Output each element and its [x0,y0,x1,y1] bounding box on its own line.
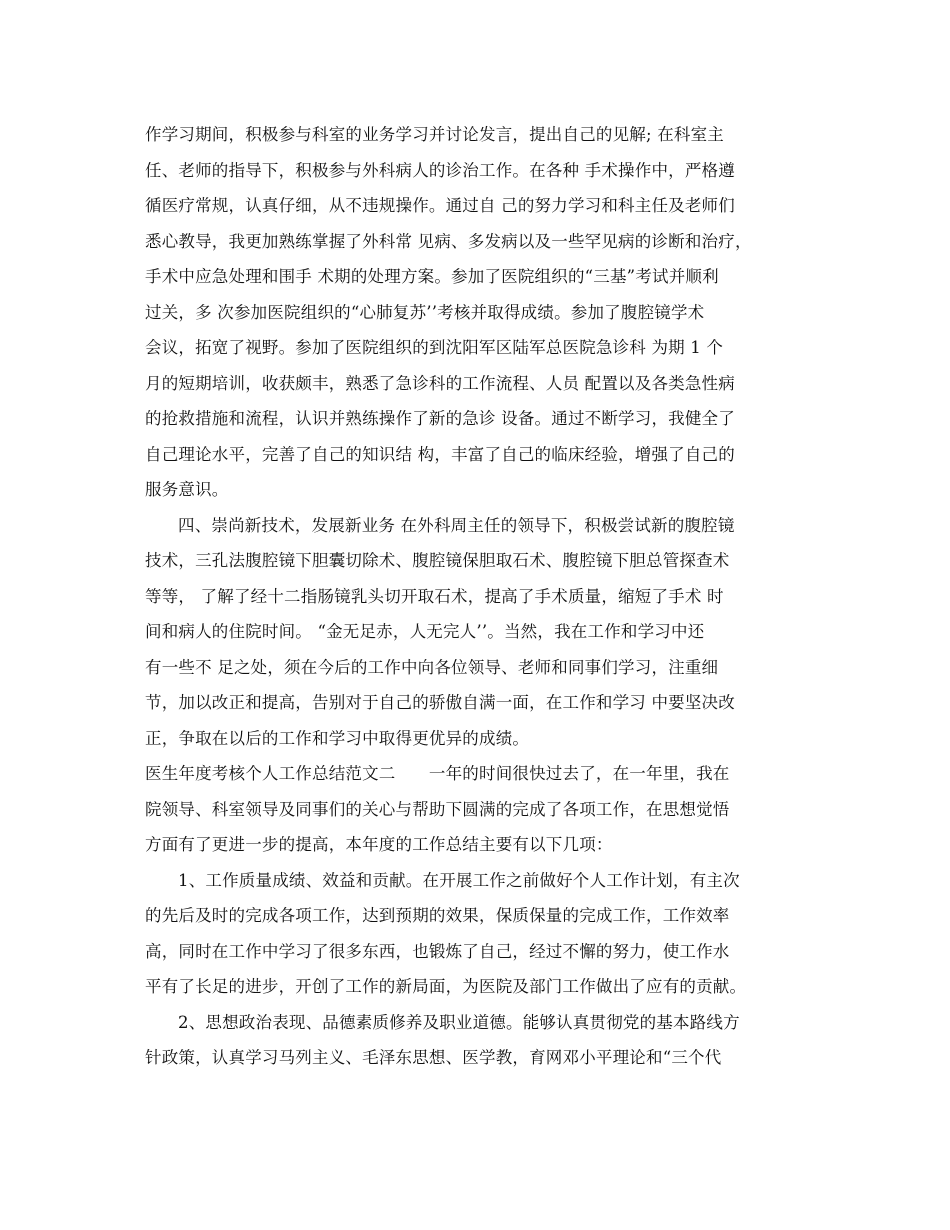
text-line: 高，同时在工作中学习了很多东西，也锻炼了自己，经过不懈的努力，使工作水 [145,941,730,961]
text-line: 四、崇尚新技术，发展新业务 在外科周主任的领导下，积极尝试新的腹腔镜 [178,515,735,535]
text-line: 院领导、科室领导及同事们的关心与帮助下圆满的完成了各项工作，在思想觉悟 [145,799,730,819]
text-line: 服务意识。 [145,480,229,499]
text-line: 针政策，认真学习马列主义、毛泽东思想、医学教，育网邓小平理论和“三个代 [145,1048,722,1067]
text-line: 间和病人的住院时间。 “金无足赤，人无完人’’。当然，我在工作和学习中还 [145,622,705,641]
text-line: 等等， 了解了经十二指肠镜乳头切开取石术，提高了手术质量，缩短了手术 时 [145,586,724,606]
text-line: 方面有了更进一步的提高，本年度的工作总结主要有以下几项： [145,835,613,854]
text-line: 正，争取在以后的工作和学习中取得更优异的成绩。 [145,728,530,748]
text-line: 自己理论水平，完善了自己的知识结 构，丰富了自己的临床经验，增强了自己的 [145,444,735,464]
text-line: 1、工作质量成绩、效益和贡献。在开展工作之前做好个人工作计划，有主次 [178,870,740,890]
text-line: 技术，三孔法腹腔镜下胆囊切除术、腹腔镜保胆取石术、腹腔镜下胆总管探查术 [145,551,730,570]
text-line: 有一些不 足之处，须在今后的工作中向各位领导、老师和同事们学习，注重细 [145,657,719,677]
text-line: 循医疗常规，认真仔细，从不违规操作。通过自 己的努力学习和科主任及老师们 [145,196,735,215]
text-line: 会议，拓宽了视野。参加了医院组织的到沈阳军区陆军总医院急诊科 为期 1 个 [145,338,724,357]
text-line: 的先后及时的完成各项工作，达到预期的效果，保质保量的完成工作，工作效率 [145,906,730,925]
document-body [145,117,815,1076]
text-line: 过关，多 次参加医院组织的“心肺复苏’’考核并取得成绩。参加了腹腔镜学术 [145,302,705,322]
text-line: 2、思想政治表现、品德素质修养及职业道德。能够认真贯彻党的基本路线方 [178,1012,740,1032]
text-line: 医生年度考核个人工作总结范文二 一年的时间很快过去了，在一年里，我在 [145,764,730,783]
text-line: 作学习期间，积极参与科室的业务学习并讨论发言，提出自己的见解; 在科室主 [145,125,725,144]
text-line: 任、老师的指导下，积极参与外科病人的诊治工作。在各种 手术操作中，严格遵 [145,160,735,180]
text-line: 悉心教导，我更加熟练掌握了外科常 见病、多发病以及一些罕见病的诊断和治疗， [145,231,752,251]
text-line: 节，加以改正和提高，告别对于自己的骄傲自满一面，在工作和学习 中要坚决改 [145,693,735,712]
text-line: 的抢救措施和流程，认识并熟练操作了新的急诊 设备。通过不断学习，我健全了 [145,409,735,428]
text-line: 平有了长足的进步，开创了工作的新局面，为医院及部门工作做出了应有的贡献。 [145,977,747,996]
text-line: 手术中应急处理和围手 术期的处理方案。参加了医院组织的“三基”考试并顺利 [145,267,719,286]
text-line: 月的短期培训，收获颇丰，熟悉了急诊科的工作流程、人员 配置以及各类急性病 [145,373,735,393]
